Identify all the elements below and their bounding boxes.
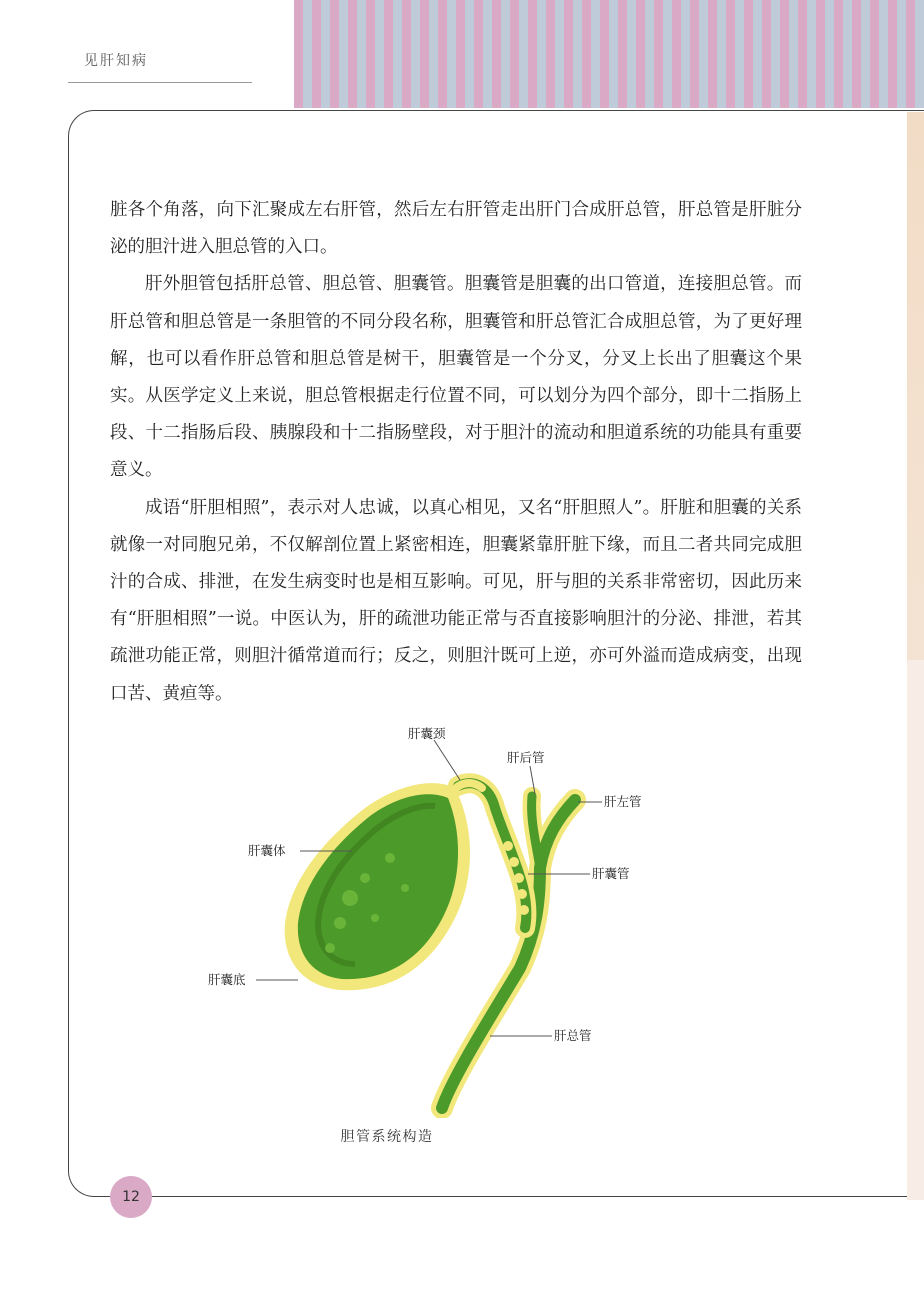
gallbladder — [298, 794, 458, 979]
body-text — [110, 192, 802, 713]
figure-caption — [0, 1126, 924, 1146]
label-neck: 肝囊颈 — [408, 726, 446, 741]
paragraph: 脏各个角落，向下汇聚成左右肝管，然后左右肝管走出肝门合成肝总管，肝总管是肝脏分泌的胆汁进入胆总管的入口。 — [110, 200, 802, 258]
paragraph: 肝外胆管包括肝总管、胆总管、胆囊管。胆囊管是胆囊的出口管道，连接胆总管。而肝总管和胆总管是一条胆管的不同分段名称，胆囊管和肝总管汇合成胆总管，为了更好理解，也可以看作肝总管和胆总管是树干，胆囊管是一个分叉，分叉上长出了胆囊这个果实。从医学定义上来说，胆总管根据走行位置不同，可以划分为四个部分，即十二指肠上段、十二指肠后段、胰腺段和十二指肠壁段，对于胆汁的流动和胆道系统的功能具有重要意义。 — [110, 274, 802, 481]
biliary-diagram-svg — [190, 718, 670, 1118]
label-fundus: 肝囊底 — [208, 972, 246, 987]
header-stripes — [294, 0, 924, 108]
page-number: 12 — [110, 1176, 152, 1218]
label-body: 肝囊体 — [248, 843, 286, 858]
label-right-duct: 肝后管 — [507, 750, 545, 765]
biliary-diagram — [190, 718, 670, 1118]
label-left-duct: 肝左管 — [604, 794, 642, 809]
header-rule — [68, 82, 252, 83]
figure-caption-text: 胆管系统构造 — [340, 1129, 434, 1145]
running-title: 见肝知病 — [84, 53, 148, 69]
label-common-duct: 肝总管 — [554, 1028, 592, 1043]
side-strip-lower — [907, 660, 924, 1200]
label-cystic-duct: 肝囊管 — [592, 866, 630, 881]
paragraph: 成语“肝胆相照”，表示对人忠诚，以真心相见，又名“肝胆照人”。肝脏和胆囊的关系就像一对同胞兄弟，不仅解剖位置上紧密相连，胆囊紧靠肝脏下缘，而且二者共同完成胆汁的合成、排泄，在发生病变时也是相互影响。可见，肝与胆的关系非常密切，因此历来有“肝胆相照”一说。中医认为，肝的疏泄功能正常与否直接影响胆汁的分泌、排泄，若其疏泄功能正常，则胆汁循常道而行；反之，则胆汁既可上逆，亦可外溢而造成病变，出现口苦、黄疸等。 — [110, 497, 802, 704]
